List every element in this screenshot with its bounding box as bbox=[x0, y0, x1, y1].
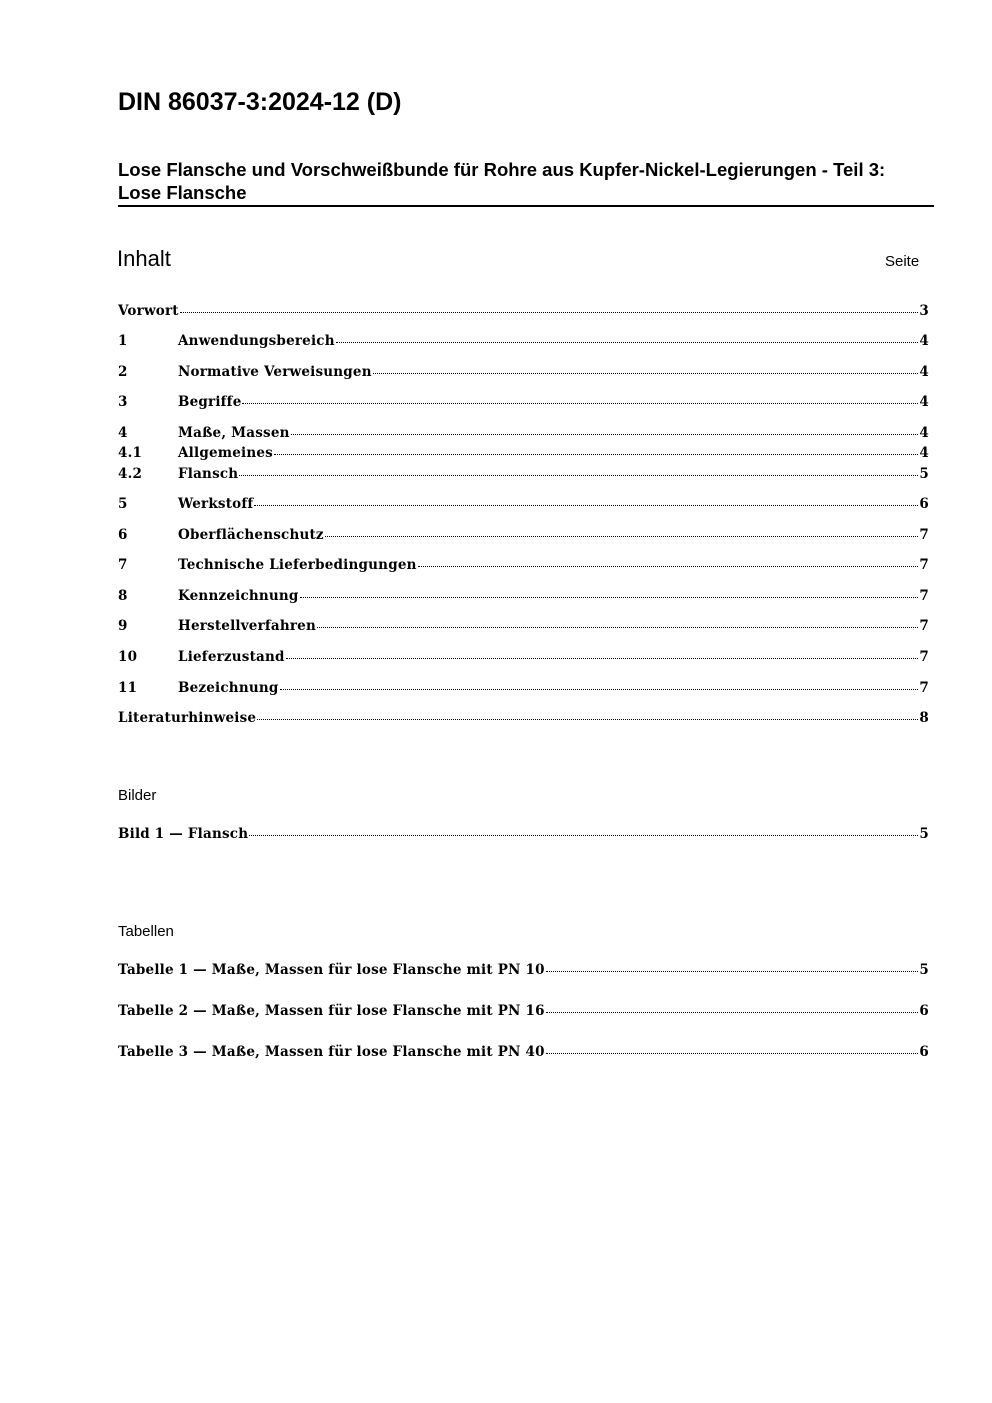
toc-entry-page: 7 bbox=[919, 527, 929, 543]
dot-leader bbox=[254, 505, 918, 506]
table-entry[interactable] bbox=[118, 1003, 929, 1019]
toc-entry-label: Kennzeichnung bbox=[178, 588, 299, 604]
toc-entry-4-2[interactable] bbox=[118, 466, 929, 482]
toc-entry-foreword[interactable] bbox=[118, 303, 929, 319]
toc-entry-label: Lieferzustand bbox=[178, 649, 285, 665]
toc-entry-number: 2 bbox=[118, 364, 128, 380]
toc-entry-label: Technische Lieferbedingungen bbox=[178, 557, 417, 573]
toc-entry-page: 7 bbox=[919, 557, 929, 573]
table-entry-page: 6 bbox=[919, 1003, 929, 1019]
toc-heading: Inhalt bbox=[117, 246, 171, 271]
toc-entry-page: 4 bbox=[919, 333, 929, 349]
figure-entry[interactable] bbox=[118, 826, 929, 842]
tables-heading: Tabellen bbox=[118, 923, 174, 940]
toc-entry-7[interactable] bbox=[118, 557, 929, 573]
toc-entry-number: 10 bbox=[118, 649, 138, 665]
figure-entry-page: 5 bbox=[919, 826, 929, 842]
table-entry[interactable] bbox=[118, 1044, 929, 1060]
toc-entry-page: 4 bbox=[919, 425, 929, 441]
toc-entry-label: Vorwort bbox=[118, 303, 179, 319]
toc-entry-page: 4 bbox=[919, 394, 929, 410]
toc-entry-number: 3 bbox=[118, 394, 128, 410]
dot-leader bbox=[249, 835, 918, 836]
figures-heading: Bilder bbox=[118, 787, 157, 804]
toc-entry-page: 7 bbox=[919, 618, 929, 634]
toc-entry-label: Normative Verweisungen bbox=[178, 364, 372, 380]
toc-entry-label: Maße, Massen bbox=[178, 425, 290, 441]
toc-entry-page: 8 bbox=[919, 710, 929, 726]
dot-leader bbox=[291, 434, 919, 435]
dot-leader bbox=[239, 475, 918, 476]
document-title: Lose Flansche und Vorschweißbunde für Rohre aus Kupfer-Nickel-Legierungen - Teil 3: Lose Flansche bbox=[118, 159, 886, 203]
toc-entry-number: 4.1 bbox=[118, 445, 143, 461]
dot-leader bbox=[180, 312, 919, 313]
toc-entry-page: 4 bbox=[919, 364, 929, 380]
toc-entry-label: Allgemeines bbox=[178, 445, 273, 461]
toc-entry-page: 6 bbox=[919, 496, 929, 512]
dot-leader bbox=[274, 454, 918, 455]
dot-leader bbox=[300, 597, 919, 598]
toc-entry-9[interactable] bbox=[118, 618, 929, 634]
toc-entry-4[interactable] bbox=[118, 425, 929, 441]
page-column-label: Seite bbox=[885, 253, 920, 270]
dot-leader bbox=[242, 403, 918, 404]
toc-entry-label: Flansch bbox=[178, 466, 239, 482]
toc-entry-number: 6 bbox=[118, 527, 128, 543]
toc-entry-page: 5 bbox=[919, 466, 929, 482]
toc-entry-number: 4 bbox=[118, 425, 128, 441]
toc-entry-11[interactable] bbox=[118, 680, 929, 696]
toc-entry-page: 3 bbox=[919, 303, 929, 319]
dot-leader bbox=[336, 342, 919, 343]
toc-entry-page: 4 bbox=[919, 445, 929, 461]
dot-leader bbox=[373, 373, 919, 374]
toc-entry-label: Herstellverfahren bbox=[178, 618, 316, 634]
title-divider bbox=[118, 205, 934, 207]
dot-leader bbox=[280, 689, 919, 690]
dot-leader bbox=[257, 719, 918, 720]
toc-entry-number: 11 bbox=[118, 680, 138, 696]
toc-entry-label: Anwendungsbereich bbox=[178, 333, 335, 349]
toc-entry-label: Literaturhinweise bbox=[118, 710, 257, 726]
toc-entry-6[interactable] bbox=[118, 527, 929, 543]
toc-entry-2[interactable] bbox=[118, 364, 929, 380]
document-id: DIN 86037-3:2024-12 (D) bbox=[118, 88, 402, 116]
dot-leader bbox=[546, 1012, 919, 1013]
toc-entry-number: 7 bbox=[118, 557, 128, 573]
table-entry-label: Tabelle 1 — Maße, Massen für lose Flansche mit PN 10 bbox=[118, 962, 545, 978]
toc-entry-number: 5 bbox=[118, 496, 128, 512]
dot-leader bbox=[325, 536, 919, 537]
table-entry-page: 6 bbox=[919, 1044, 929, 1060]
dot-leader bbox=[546, 1053, 919, 1054]
toc-entry-label: Oberflächenschutz bbox=[178, 527, 324, 543]
toc-entry-number: 4.2 bbox=[118, 466, 143, 482]
toc-entry-label: Begriffe bbox=[178, 394, 242, 410]
table-entry-label: Tabelle 2 — Maße, Massen für lose Flansche mit PN 16 bbox=[118, 1003, 545, 1019]
toc-entry-8[interactable] bbox=[118, 588, 929, 604]
table-entry-page: 5 bbox=[919, 962, 929, 978]
toc-entry-1[interactable] bbox=[118, 333, 929, 349]
toc-entry-page: 7 bbox=[919, 649, 929, 665]
dot-leader bbox=[286, 658, 919, 659]
figure-entry-label: Bild 1 — Flansch bbox=[118, 826, 249, 842]
toc-entry-label: Werkstoff bbox=[178, 496, 254, 512]
toc-entry-page: 7 bbox=[919, 680, 929, 696]
table-entry[interactable] bbox=[118, 962, 929, 978]
toc-entry-4-1[interactable] bbox=[118, 445, 929, 461]
toc-entry-number: 1 bbox=[118, 333, 128, 349]
toc-entry-3[interactable] bbox=[118, 394, 929, 410]
toc-entry-10[interactable] bbox=[118, 649, 929, 665]
dot-leader bbox=[546, 971, 919, 972]
dot-leader bbox=[317, 627, 918, 628]
toc-entry-number: 8 bbox=[118, 588, 128, 604]
dot-leader bbox=[418, 566, 919, 567]
toc-entry-label: Bezeichnung bbox=[178, 680, 279, 696]
toc-entry-bibliography[interactable] bbox=[118, 710, 929, 726]
toc-entry-page: 7 bbox=[919, 588, 929, 604]
toc-entry-number: 9 bbox=[118, 618, 128, 634]
toc-entry-5[interactable] bbox=[118, 496, 929, 512]
table-entry-label: Tabelle 3 — Maße, Massen für lose Flansche mit PN 40 bbox=[118, 1044, 545, 1060]
